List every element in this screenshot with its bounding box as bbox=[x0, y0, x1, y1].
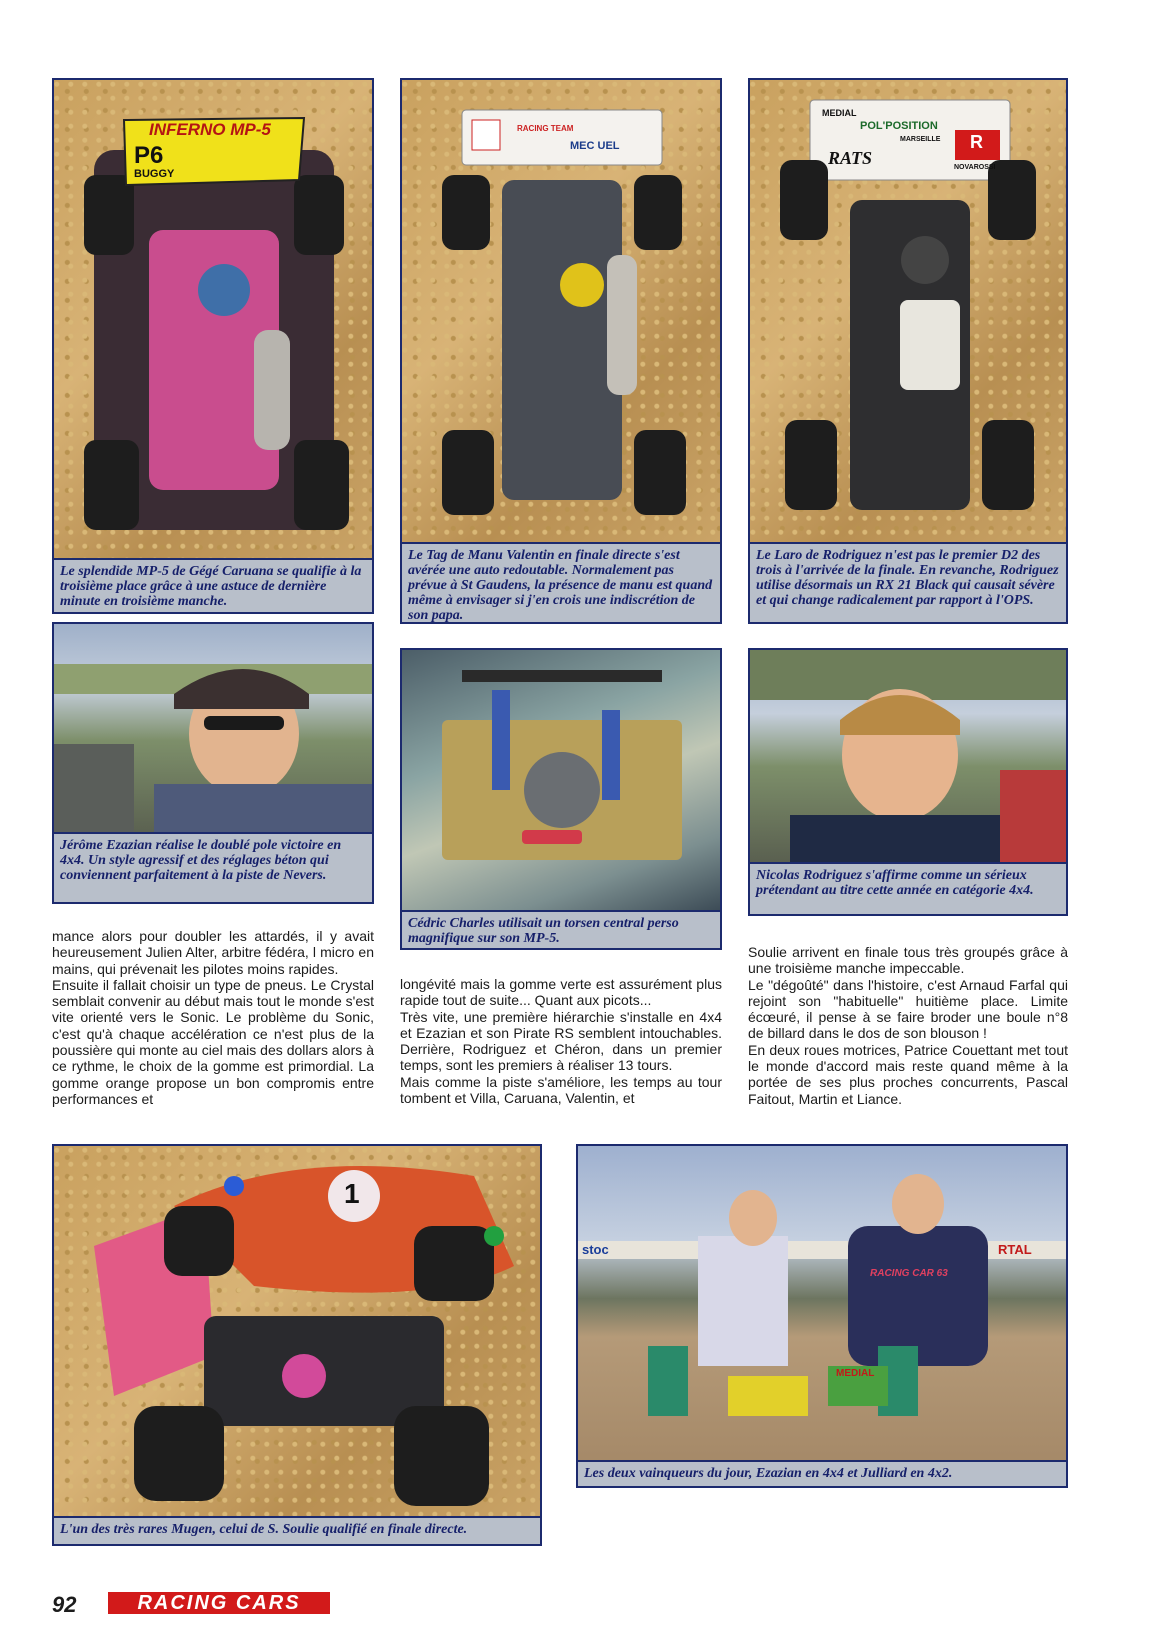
caption-3: Le Laro de Rodriguez n'est pas le premier D2 des trois à l'arrivée de la finale. En revanche, Rodriguez utilise désormais un RX 21 Black qui causait sévère et qui change radicalement par rapport à l'OPS. bbox=[750, 542, 1066, 622]
buggy-image bbox=[750, 80, 1066, 542]
caption-4: Jérôme Ezazian réalise le doublé pole victoire en 4x4. Un style agressif et des réglages béton qui conviennent parfaitement à la piste de Nevers. bbox=[54, 832, 372, 902]
plate-number: P6 bbox=[134, 142, 164, 169]
caption-2: Le Tag de Manu Valentin en finale directe s'est avérée une auto redoutable. Normalement pas prévue à St Gaudens, la présence de manu est quand même à envisager si j'en crois une indiscrétion de son papa. bbox=[402, 542, 720, 622]
magazine-logo: RACING CARS bbox=[108, 1592, 330, 1614]
wing-sponsor: MEC UEL bbox=[570, 140, 620, 152]
caption-5: Cédric Charles utilisait un torsen central perso magnifique sur son MP-5. bbox=[402, 910, 720, 948]
banner-text: stoc bbox=[582, 1242, 609, 1257]
photo-valentin-tag bbox=[400, 78, 722, 624]
caption-6: Nicolas Rodriguez s'affirme comme un sérieux prétendant au titre cette année en catégorie 4x4. bbox=[750, 862, 1066, 914]
photo-soulie-mugen bbox=[52, 1144, 542, 1546]
photo-rodriguez-laro bbox=[748, 78, 1068, 624]
buggy-illustration bbox=[750, 80, 1066, 542]
article-column-1 bbox=[52, 928, 374, 1107]
wing-label: INFERNO MP-5 bbox=[149, 120, 271, 139]
buggy-image bbox=[402, 80, 720, 542]
paragraph: Le "dégoûté" dans l'histoire, c'est Arnaud Farfal qui rejoint son "habituelle" huitième place. Limite écœuré, il pense à se faire broder une boule n°8 de billard dans le dos de son blouson ! bbox=[748, 976, 1068, 1042]
photo-charles-torsen bbox=[400, 648, 722, 950]
wing-mid: POL'POSITION bbox=[860, 120, 938, 132]
buggy-illustration bbox=[54, 80, 372, 560]
medial-tag: MEDIAL bbox=[836, 1368, 875, 1379]
buggy-illustration bbox=[54, 1146, 540, 1518]
closeup-image bbox=[402, 650, 720, 912]
paragraph: Très vite, une première hiérarchie s'installe en 4x4 et Ezazian et son Pirate RS semblent intouchables. Derrière, Rodriguez et Chéron, dans un premier temps, sont les premiers à réaliser 13 tours. bbox=[400, 1008, 722, 1074]
winners-illustration bbox=[578, 1146, 1066, 1464]
wing-city: MARSEILLE bbox=[900, 136, 941, 143]
article-column-3 bbox=[748, 944, 1068, 1107]
paragraph: mance alors pour doubler les attardés, il y avait heureusement Julien Alter, arbitre fédéra, l micro en mains, qui prévenait les pilotes moins rapides. bbox=[52, 928, 374, 977]
portrait-illustration bbox=[54, 624, 372, 836]
portrait-image bbox=[54, 624, 372, 836]
paragraph: Soulie arrivent en finale tous très groupés grâce à une troisième manche impeccable. bbox=[748, 944, 1068, 977]
wing-brand: RACING TEAM bbox=[517, 124, 574, 133]
photo-winners bbox=[576, 1144, 1068, 1488]
paragraph: longévité mais la gomme verte est assurément plus rapide tout de suite... Quant aux picots... bbox=[400, 976, 722, 1009]
photo-ezazian-portrait bbox=[52, 622, 374, 904]
caption-8: Les deux vainqueurs du jour, Ezazian en 4x4 et Julliard en 4x2. bbox=[578, 1460, 1066, 1486]
portrait-illustration bbox=[750, 650, 1066, 862]
car-number: 1 bbox=[344, 1178, 360, 1209]
wing-rats: RATS bbox=[828, 148, 873, 168]
winners-image bbox=[578, 1146, 1066, 1464]
banner-text-right: RTAL bbox=[998, 1242, 1032, 1257]
photo-rodriguez-portrait bbox=[748, 648, 1068, 916]
paragraph: Mais comme la piste s'améliore, les temps au tour tombent et Villa, Caruana, Valentin, et bbox=[400, 1073, 722, 1107]
wing-novarossi: NOVAROSSI bbox=[954, 164, 996, 171]
photo-caruana-mp5 bbox=[52, 78, 374, 614]
shirt-text: RACING CAR 63 bbox=[870, 1268, 948, 1279]
buggy-image bbox=[54, 1146, 540, 1518]
caption-7: L'un des très rares Mugen, celui de S. Soulie qualifié en finale directe. bbox=[54, 1516, 540, 1544]
article-column-2 bbox=[400, 976, 722, 1106]
paragraph: Ensuite il fallait choisir un type de pneus. Le Crystal semblait convenir au début mais tout le monde s'est vite orienté vers le Sonic. Le problème du Sonic, c'est qu'à chaque accélération ce n'est plus de la poussière qui monte au ciel mais des dollars alors à ce rythme, le choix de la gomme est primordial. La gomme orange propose un bon compromis entre performances et bbox=[52, 976, 374, 1107]
wing-r-logo: R bbox=[970, 132, 983, 152]
caption-1: Le splendide MP-5 de Gégé Caruana se qualifie à la troisième place grâce à une astuce de dernière minute en troisième manche. bbox=[54, 558, 372, 612]
buggy-illustration bbox=[402, 80, 720, 542]
plate-sub: BUGGY bbox=[134, 168, 175, 180]
closeup-illustration bbox=[402, 650, 720, 912]
portrait-image bbox=[750, 650, 1066, 862]
wing-top: MEDIAL bbox=[822, 108, 857, 118]
buggy-image bbox=[54, 80, 372, 560]
page-number: 92 bbox=[52, 1592, 77, 1617]
paragraph: En deux roues motrices, Patrice Couettant met tout le monde d'accord mais reste quand même à la portée de ses plus proches concurrents, Pascal Faitout, Martin et Liance. bbox=[748, 1041, 1068, 1107]
